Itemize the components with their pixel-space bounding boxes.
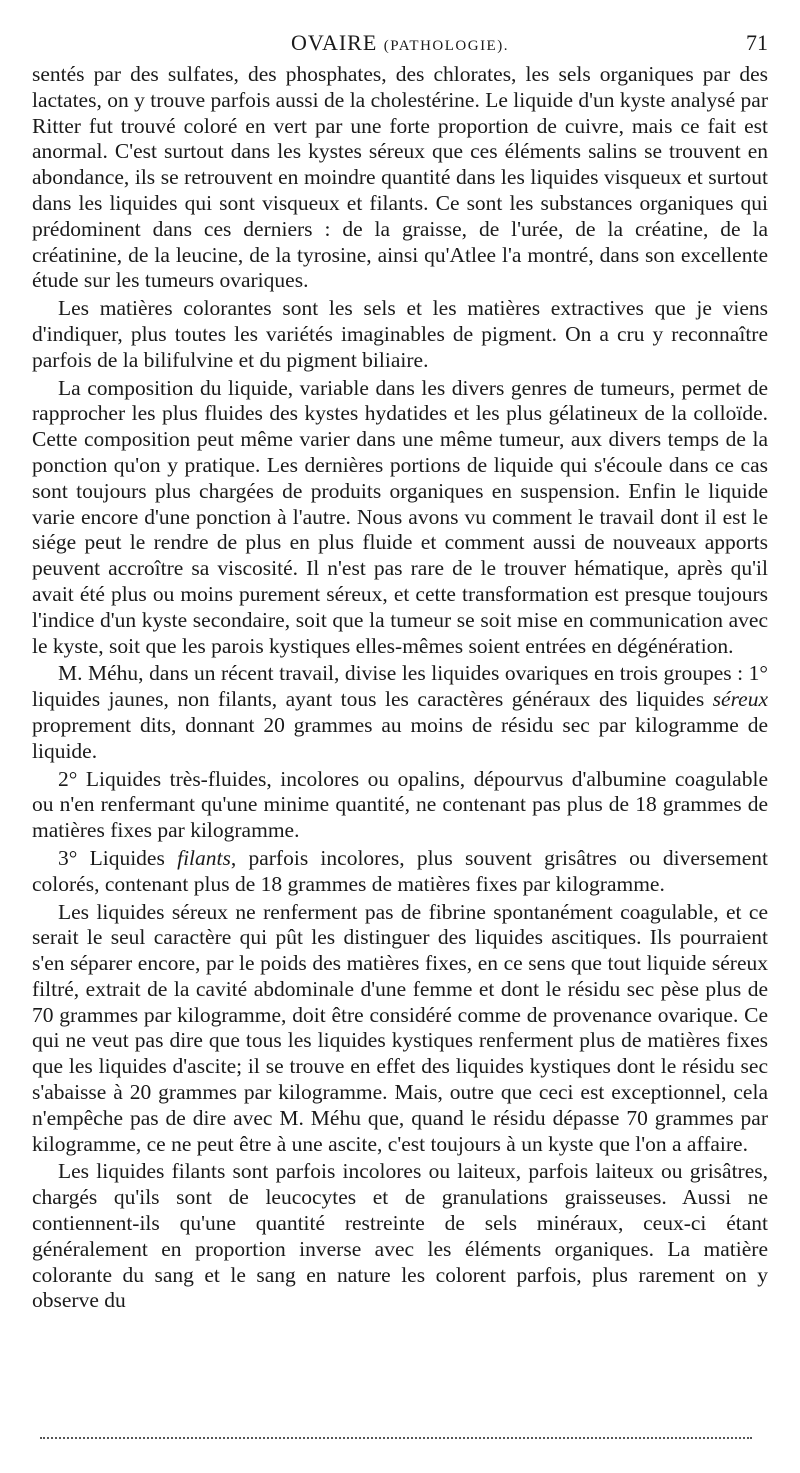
page-number: 71: [746, 30, 768, 55]
running-head: [32, 28, 768, 58]
paragraph-filant-liquids: Les liquides filants sont parfois incolores ou laiteux, parfois laiteux ou grisâtres, chargés qu'ils sont de leucocytes et de granulations graisseuses. Aussi ne contiennent-ils qu'une quantité restreinte de sels minéraux, ceux-ci étant généralement en proportion inverse avec les éléments organiques. La matière colorante du sang et le sang en nature les colorent parfois, plus rarement on y observe du: [32, 1159, 768, 1313]
mehu-text-2: proprement dits, donnant 20 grammes au moins de résidu sec par kilogramme de liquide.: [32, 712, 768, 763]
mehu-italic: séreux: [712, 687, 768, 712]
paragraph-serous-liquids: Les liquides séreux ne renferment pas de fibrine spontanément coagulable, et ce serait le seul caractère qui pût les distinguer des liquides ascitiques. Ils pourraient s'en séparer encore, par le poids des matières fixes, en ce sens que tout liquide séreux filtré, extrait de la cavité abdominale d'une femme et dont le résidu sec pèse plus de 70 grammes par kilogramme, doit être considéré comme de provenance ovarique. Ce qui ne veut pas dire que tous les liquides kystiques renferment plus de matières fixes que les liquides d'ascite; il se trouve en effet des liquides kystiques dont le résidu sec s'abaisse à 20 grammes par kilogramme. Mais, outre que ceci est exceptionnel, cela n'empêche pas de dire avec M. Méhu que, quand le résidu dépasse 70 grammes par kilogramme, ce ne peut être à une ascite, c'est toujours à un kyste que l'on a affaire.: [32, 899, 768, 1156]
paragraph-mehu-groups: [32, 661, 768, 764]
running-title-sub: (PATHOLOGIE).: [383, 38, 509, 54]
group3-italic: filants: [177, 845, 231, 870]
group3-text-1: 3° Liquides: [58, 845, 178, 870]
paragraph-coloring-matters: Les matières colorantes sont les sels et les matières extractives que je viens d'indiquer, plus toutes les variétés imaginables de pigment. On a cru y reconnaître parfois de la bilifulvine et du pigment biliaire.: [32, 296, 768, 372]
paragraph-composition: La composition du liquide, variable dans les divers genres de tumeurs, permet de rapprocher les plus fluides des kystes hydatides et les plus gélatineux de la colloïde. Cette composition peut même varier dans une même tumeur, aux divers temps de la ponction qu'on y pratique. Les dernières portions de liquide qui s'écoule dans ce cas sont toujours plus chargées de produits organiques en suspension. Enfin le liquide varie encore d'une ponction à l'autre. Nous avons vu comment le travail dont il est le siége peut le rendre de plus en plus fluide et comment aussi de nouveaux apports peuvent accroître sa viscosité. Il n'est pas rare de le trouver hématique, après qu'il avait été plus ou moins purement séreux, et cette transformation est presque toujours l'indice d'un kyste secondaire, soit que la tumeur se soit mise en communication avec le kyste, soit que les parois kystiques elles-mêmes soient entrées en dégénération.: [32, 375, 768, 658]
paragraph-continuation: sentés par des sulfates, des phosphates, des chlorates, les sels organiques par des lactates, on y trouve parfois aussi de la cholestérine. Le liquide d'un kyste analysé par Ritter fut trouvé coloré en vert par une forte proportion de cuivre, mais ce fait est anormal. C'est surtout dans les kystes séreux que ces éléments salins se trouvent en abondance, ils se retrouvent en moindre quantité dans les liquides visqueux et surtout dans les liquides qui sont visqueux et filants. Ce sont les substances organiques qui prédominent dans ces derniers : de la graisse, de l'urée, de la créatine, de la créatinine, de la leucine, de la tyrosine, ainsi qu'Atlee l'a montré, dans son excellente étude sur les tumeurs ovariques.: [32, 62, 768, 293]
group3-text-2: , parfois incolores, plus souvent grisâtres ou diversement colorés, contenant plus de 18 grammes de matières fixes par kilogramme.: [32, 845, 768, 896]
running-title-main: OVAIRE: [291, 30, 378, 55]
mehu-text-1: M. Méhu, dans un récent travail, divise les liquides ovariques en trois groupes : 1° liquides jaunes, non filants, ayant tous les caractères généraux des liquides: [32, 661, 768, 712]
body-text: [32, 62, 768, 1316]
paragraph-group-3: [32, 846, 768, 898]
footer-dotted-rule: [40, 1437, 752, 1439]
running-title: [32, 28, 768, 61]
paragraph-group-2: 2° Liquides très-fluides, incolores ou opalins, dépourvus d'albumine coagulable ou n'en renfermant qu'une minime quantité, ne contenant pas plus de 18 grammes de matières fixes par kilogramme.: [32, 766, 768, 843]
